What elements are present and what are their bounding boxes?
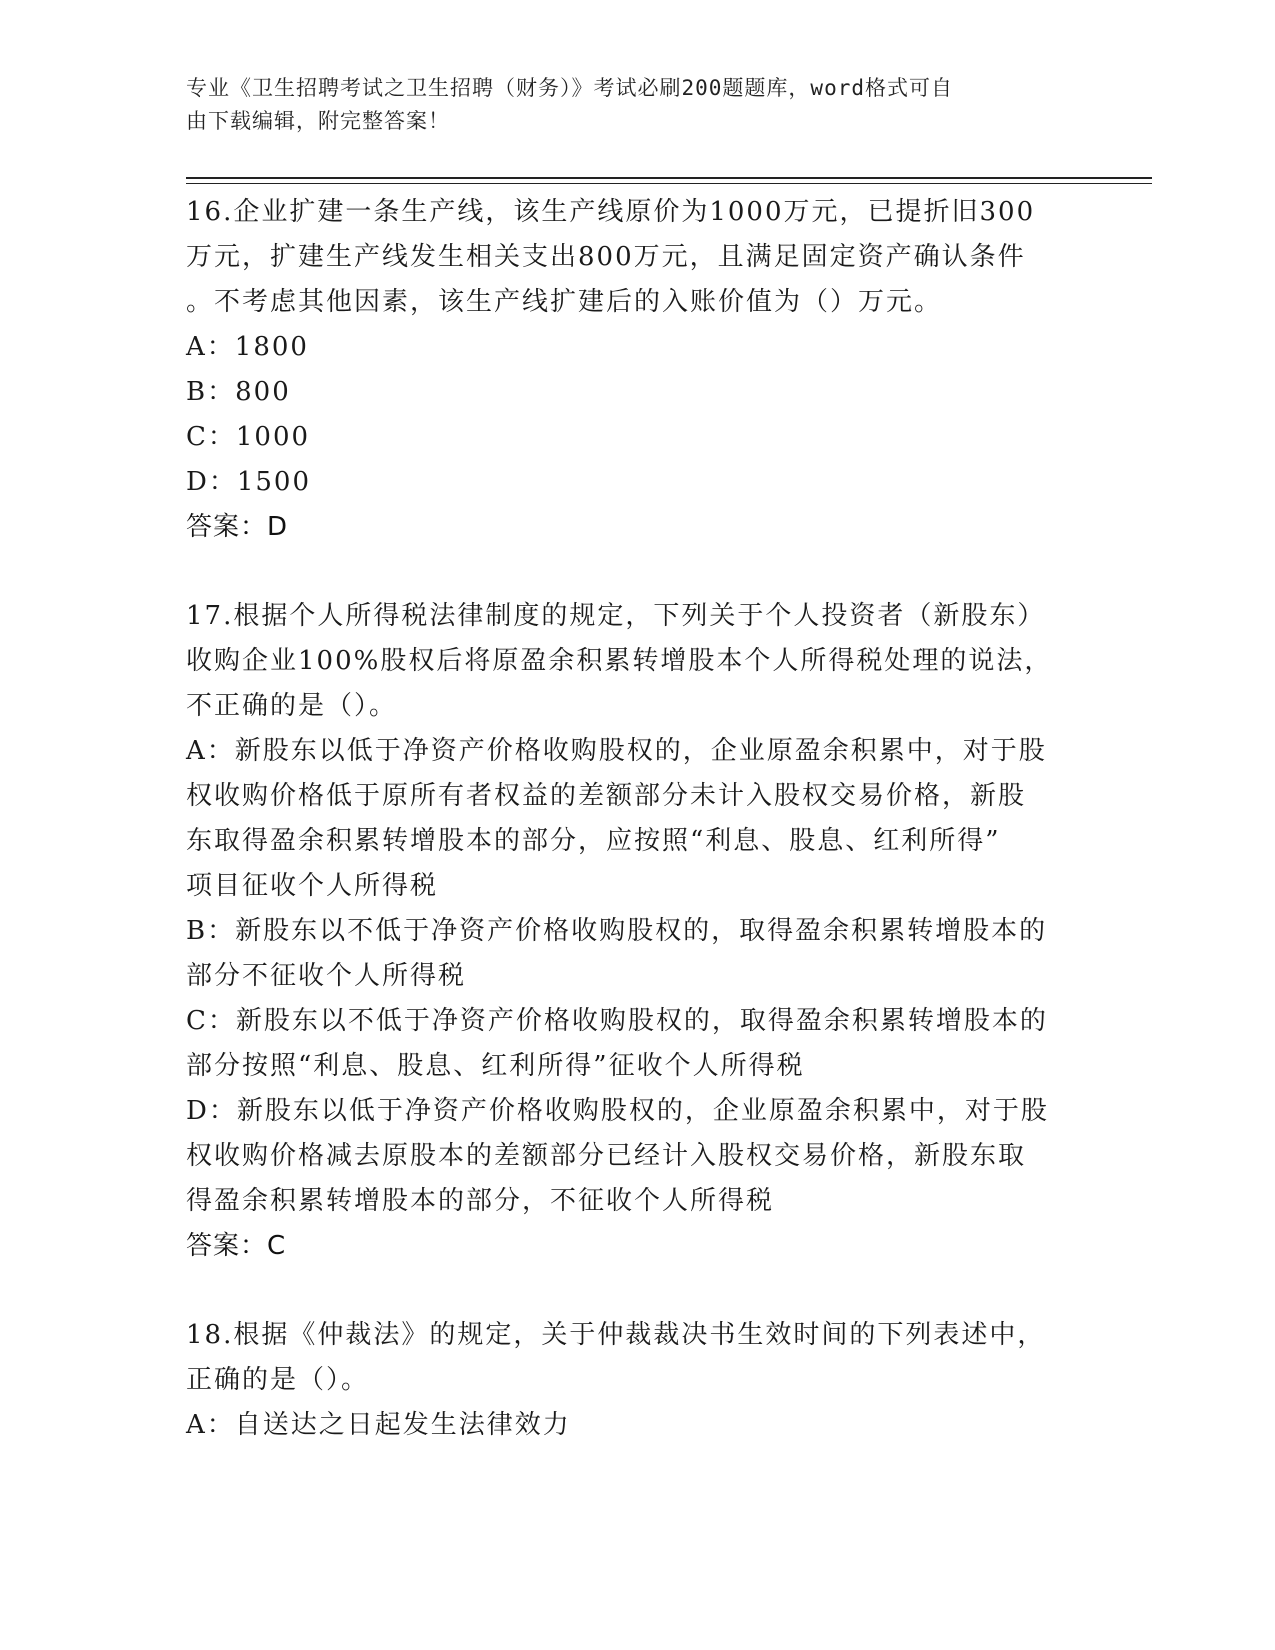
header-title-line-1: 专业《卫生招聘考试之卫生招聘（财务）》考试必刷200题题库，word格式可自 [186, 76, 953, 100]
option-c: C：1000 [186, 422, 311, 452]
page-header [186, 72, 1066, 138]
question-stem-line: 16.企业扩建一条生产线，该生产线原价为1000万元，已提折旧300 [186, 197, 1036, 227]
answer-label: 答案：D [186, 512, 289, 542]
option-line: 东取得盈余积累转增股本的部分，应按照“利息、股息、红利所得” [186, 826, 1001, 856]
option-d: D：1500 [186, 467, 312, 497]
header-title-line-2: 由下载编辑，附完整答案！ [186, 109, 450, 133]
question-stem-line: 万元，扩建生产线发生相关支出800万元，且满足固定资产确认条件 [186, 242, 1026, 272]
question-17 [186, 594, 1076, 1269]
option-b: B：800 [186, 377, 291, 407]
option-line: 项目征收个人所得税 [186, 871, 439, 901]
option-line: C：新股东以不低于净资产价格收购股权的，取得盈余积累转增股本的 [186, 1006, 1048, 1036]
option-line: 权收购价格低于原所有者权益的差额部分未计入股权交易价格，新股 [186, 781, 1027, 811]
option-a: A：1800 [186, 332, 309, 362]
option-line: 部分按照“利息、股息、红利所得”征收个人所得税 [186, 1051, 805, 1081]
option-a: A：自送达之日起发生法律效力 [186, 1410, 571, 1440]
option-line: A：新股东以低于净资产价格收购股权的，企业原盈余积累中，对于股 [186, 736, 1047, 766]
option-line: B：新股东以不低于净资产价格收购股权的，取得盈余积累转增股本的 [186, 916, 1048, 946]
option-line: 得盈余积累转增股本的部分，不征收个人所得税 [186, 1186, 775, 1216]
question-stem-line: 17.根据个人所得税法律制度的规定，下列关于个人投资者（新股东） [186, 601, 1046, 631]
option-line: D：新股东以低于净资产价格收购股权的，企业原盈余积累中，对于股 [186, 1096, 1049, 1126]
question-stem-line: 。不考虑其他因素，该生产线扩建后的入账价值为（）万元。 [186, 287, 943, 317]
question-16 [186, 190, 1076, 550]
header-divider-thick [186, 177, 1152, 179]
option-b [186, 909, 1076, 999]
question-18 [186, 1313, 1076, 1448]
question-stem-line: 18.根据《仲裁法》的规定，关于仲裁裁决书生效时间的下列表述中， [186, 1320, 1046, 1350]
option-c [186, 999, 1076, 1089]
question-list [186, 190, 1076, 1448]
option-line: 权收购价格减去原股本的差额部分已经计入股权交易价格，新股东取 [186, 1141, 1027, 1171]
option-d [186, 1089, 1076, 1224]
answer-label: 答案：C [186, 1231, 287, 1261]
option-line: 部分不征收个人所得税 [186, 961, 467, 991]
option-a [186, 729, 1076, 909]
question-stem-line: 正确的是（）。 [186, 1365, 370, 1395]
header-divider-thin [186, 183, 1152, 184]
question-stem-line: 不正确的是（）。 [186, 691, 398, 721]
question-stem-line: 收购企业100%股权后将原盈余积累转增股本个人所得税处理的说法， [186, 646, 1053, 676]
